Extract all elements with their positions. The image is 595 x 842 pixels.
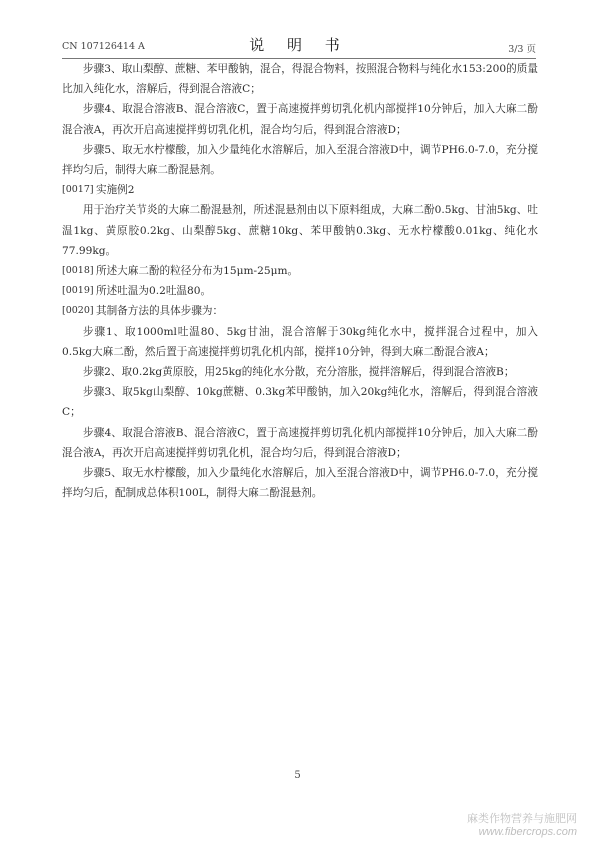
paragraph-number: [0020] — [62, 305, 94, 317]
numbered-paragraph — [62, 261, 538, 281]
paragraph-text: 所述大麻二酚的粒径分布为15μm-25μm。 — [96, 265, 299, 278]
paragraph: 步骤3、取5kg山梨醇、10kg蔗糖、0.3kg苯甲酸钠，加入20kg纯化水，溶解后，得到混合溶液C； — [62, 386, 538, 419]
paragraph-number: [0017] — [62, 184, 94, 196]
paragraph: 步骤4、取混合溶液B、混合溶液C，置于高速搅拌剪切乳化机内部搅拌10分钟后，加入大麻二酚混合液A，再次开启高速搅拌剪切乳化机，混合均匀后，得到混合溶液D； — [62, 426, 538, 459]
site-watermark — [467, 812, 577, 839]
page-counter: 3/3 页 — [508, 44, 536, 55]
patent-number: CN 107126414 A — [62, 41, 145, 52]
paragraph: 步骤5、取无水柠檬酸，加入少量纯化水溶解后，加入至混合溶液D中，调节PH6.0-7.0，充分搅拌均匀后，制得大麻二酚混悬剂。 — [62, 143, 538, 177]
page-number: 5 — [294, 770, 301, 781]
paragraph-text: 所述吐温为0.2吐温80。 — [96, 285, 212, 298]
paragraph-text: 实施例2 — [96, 184, 135, 197]
paragraph: 步骤2、取0.2kg黄原胶，用25kg的纯化水分散，充分溶胀，搅拌溶解后，得到混合溶液B； — [83, 366, 515, 379]
paragraph: 步骤3、取山梨醇、蔗糖、苯甲酸钠，混合，得混合物料，按照混合物料与纯化水153:200的质量比加入纯化水，溶解后，得到混合溶液C； — [62, 63, 538, 96]
paragraph: 步骤1、取1000ml吐温80、5kg甘油，混合溶解于30kg纯化水中，搅拌混合过程中，加入0.5kg大麻二酚，然后置于高速搅拌剪切乳化机内部，搅拌10分钟，得到大麻二酚混合液A； — [62, 325, 538, 358]
paragraph-number: [0018] — [62, 265, 94, 277]
paragraph-text: 其制备方法的具体步骤为： — [96, 305, 224, 318]
paragraph: 用于治疗关节炎的大麻二酚混悬剂，所述混悬剂由以下原料组成，大麻二酚0.5kg、甘油5kg、吐温1kg、黄原胶0.2kg、山梨醇5kg、蔗糖10kg、苯甲酸钠0.3kg、无水柠檬酸0.01kg、纯化水77.99kg。 — [62, 204, 538, 257]
paragraph: 步骤5、取无水柠檬酸，加入少量纯化水溶解后，加入至混合溶液D中，调节PH6.0-7.0，充分搅拌均匀后，配制成总体积100L，制得大麻二酚混悬剂。 — [62, 467, 538, 500]
watermark-site-name: 麻类作物营养与施肥网 — [467, 812, 577, 825]
numbered-paragraph — [62, 281, 538, 301]
numbered-paragraph — [62, 180, 538, 200]
page-header — [62, 34, 536, 58]
document-title: 说 明 书 — [249, 36, 349, 54]
watermark-url: www.fibercrops.com — [478, 826, 577, 838]
paragraph-number: [0019] — [62, 285, 94, 297]
paragraph: 步骤4、取混合溶液B、混合溶液C，置于高速搅拌剪切乳化机内部搅拌10分钟后，加入大麻二酚混合液A，再次开启高速搅拌剪切乳化机，混合均匀后，得到混合溶液D； — [62, 103, 538, 136]
document-body — [62, 59, 538, 503]
numbered-paragraph — [62, 301, 538, 321]
